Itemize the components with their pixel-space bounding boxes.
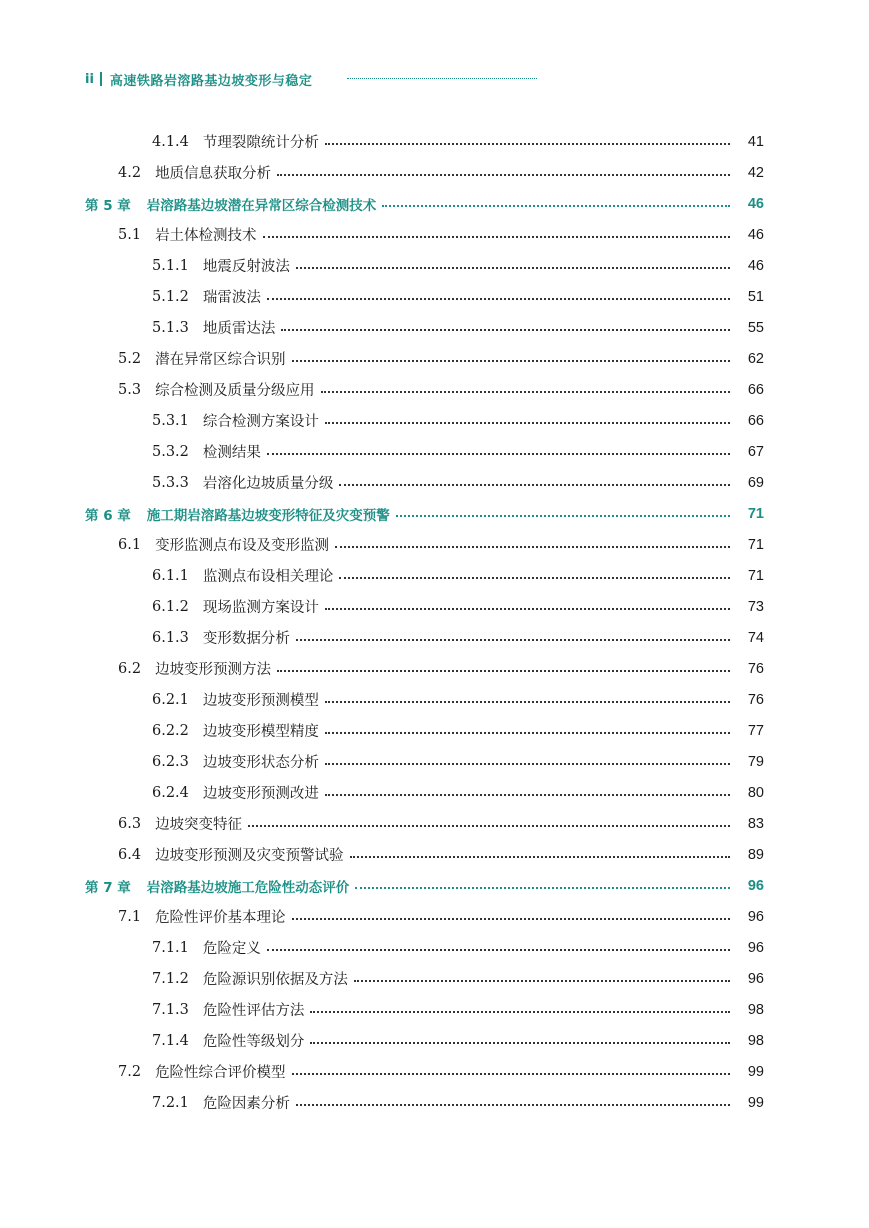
toc-entry-number: 5.3.3 (152, 474, 189, 491)
toc-entry-number: 第 6 章 (85, 507, 131, 524)
toc-chapter[interactable] (0, 870, 869, 901)
toc-entry-number: 6.2.2 (152, 722, 189, 739)
dot-leader (263, 236, 730, 238)
toc-entry-number: 7.1.1 (152, 939, 189, 956)
toc-entry-page: 96 (747, 877, 764, 894)
toc-entry[interactable] (0, 746, 869, 777)
dot-leader (339, 484, 730, 486)
toc-entry[interactable] (0, 1056, 869, 1087)
toc-entry-title: 边坡变形模型精度 (202, 724, 319, 740)
toc-entry-page: 46 (747, 257, 764, 274)
toc-entry[interactable] (0, 405, 869, 436)
toc-entry[interactable] (0, 808, 869, 839)
dot-leader (277, 174, 730, 176)
dot-leader (248, 825, 730, 827)
toc-entry-title: 综合检测及质量分级应用 (155, 383, 315, 399)
toc-chapter[interactable] (0, 188, 869, 219)
dot-leader (267, 949, 730, 951)
toc-entry-number: 4.2 (118, 164, 142, 181)
dot-leader (277, 670, 730, 672)
toc-entry-title: 边坡变形预测方法 (155, 662, 272, 678)
toc-entry-title: 危险源识别依据及方法 (202, 972, 348, 988)
toc-entry-number: 7.1.2 (152, 970, 189, 987)
toc-entry-title: 地震反射波法 (202, 259, 290, 275)
dot-leader (325, 763, 730, 765)
toc-entry-page: 96 (747, 908, 764, 925)
toc-entry-number: 5.2 (118, 350, 142, 367)
dot-leader (335, 546, 730, 548)
toc-entry-page: 42 (747, 164, 764, 181)
toc-entry-number: 第 7 章 (85, 879, 131, 896)
toc-entry-page: 79 (747, 753, 764, 770)
toc-entry-title: 危险性评价基本理论 (155, 910, 286, 926)
toc-entry[interactable] (0, 591, 869, 622)
toc-entry-page: 96 (747, 939, 764, 956)
toc-entry-number: 5.3.1 (152, 412, 189, 429)
toc-entry[interactable] (0, 901, 869, 932)
dot-leader (296, 267, 730, 269)
toc-entry-number: 6.2.1 (152, 691, 189, 708)
toc-entry-page: 62 (747, 350, 764, 367)
toc-entry-title: 节理裂隙统计分析 (202, 135, 319, 151)
toc-entry-number: 5.1.1 (152, 257, 189, 274)
toc-entry-page: 76 (747, 691, 764, 708)
toc-entry[interactable] (0, 126, 869, 157)
toc-entry[interactable] (0, 839, 869, 870)
toc-entry[interactable] (0, 560, 869, 591)
toc-entry-title: 变形数据分析 (202, 631, 290, 647)
toc-entry-title: 边坡变形状态分析 (202, 755, 319, 771)
toc-entry-number: 6.1.2 (152, 598, 189, 615)
toc-entry-number: 6.1.3 (152, 629, 189, 646)
dot-leader (396, 515, 730, 517)
toc-entry-page: 41 (747, 133, 764, 150)
toc-entry-title: 岩溶路基边坡潜在异常区综合检测技术 (146, 197, 377, 214)
dot-leader (354, 980, 730, 982)
toc-entry[interactable] (0, 653, 869, 684)
book-title: 高速铁路岩溶路基边坡变形与稳定 (109, 73, 313, 89)
toc-entry-page: 46 (747, 195, 764, 212)
toc-entry-number: 5.3 (118, 381, 142, 398)
dot-leader (339, 577, 730, 579)
toc-entry[interactable] (0, 250, 869, 281)
toc-entry-title: 岩溶路基边坡施工危险性动态评价 (146, 879, 350, 896)
dot-leader (267, 453, 730, 455)
dot-leader (325, 732, 730, 734)
toc-entry[interactable] (0, 343, 869, 374)
toc-entry-number: 7.1 (118, 908, 142, 925)
toc-entry[interactable] (0, 622, 869, 653)
toc-entry-title: 边坡变形预测模型 (202, 693, 319, 709)
dot-leader (325, 143, 730, 145)
toc-entry-title: 危险定义 (202, 941, 261, 957)
toc-entry-title: 地质雷达法 (202, 321, 276, 337)
toc-entry[interactable] (0, 715, 869, 746)
dot-leader (325, 701, 730, 703)
toc-entry-title: 综合检测方案设计 (202, 414, 319, 430)
toc-entry-page: 73 (747, 598, 764, 615)
toc-entry-page: 99 (747, 1094, 764, 1111)
toc-entry-title: 岩土体检测技术 (155, 228, 257, 244)
toc-entry[interactable] (0, 374, 869, 405)
toc-entry-title: 检测结果 (202, 445, 261, 461)
toc-entry[interactable] (0, 281, 869, 312)
toc-entry-number: 5.1 (118, 226, 142, 243)
dot-leader (310, 1042, 730, 1044)
toc-entry[interactable] (0, 529, 869, 560)
toc-entry-title: 变形监测点布设及变形监测 (155, 538, 330, 554)
toc-entry-title: 监测点布设相关理论 (202, 569, 334, 585)
toc-entry-title: 现场监测方案设计 (202, 600, 319, 616)
dot-leader (296, 1104, 730, 1106)
toc-entry-page: 98 (747, 1001, 764, 1018)
dot-leader (325, 794, 730, 796)
toc-entry-title: 潜在异常区综合识别 (155, 352, 286, 368)
toc-entry-page: 51 (747, 288, 764, 305)
toc-entry-page: 83 (747, 815, 764, 832)
dot-leader (292, 918, 730, 920)
toc-entry-title: 地质信息获取分析 (155, 166, 272, 182)
toc-entry-page: 71 (747, 505, 764, 522)
dot-leader (355, 887, 730, 889)
toc-entry[interactable] (0, 1025, 869, 1056)
toc-entry[interactable] (0, 157, 869, 188)
toc-entry-page: 96 (747, 970, 764, 987)
toc-entry[interactable] (0, 436, 869, 467)
dot-leader (267, 298, 730, 300)
toc-entry-page: 55 (747, 319, 764, 336)
toc-entry[interactable] (0, 994, 869, 1025)
toc-entry-page: 69 (747, 474, 764, 491)
toc-entry-page: 77 (747, 722, 764, 739)
toc-entry-number: 6.1 (118, 536, 142, 553)
toc-entry-number: 6.3 (118, 815, 142, 832)
toc-entry[interactable] (0, 684, 869, 715)
toc-entry-title: 边坡突变特征 (155, 817, 243, 833)
dot-leader (292, 1073, 730, 1075)
header-divider (100, 72, 102, 86)
toc-entry-number: 6.4 (118, 846, 142, 863)
toc-entry-number: 5.1.3 (152, 319, 189, 336)
toc-entry-page: 66 (747, 412, 764, 429)
dot-leader (382, 205, 730, 207)
toc-entry[interactable] (0, 467, 869, 498)
toc-entry-title: 施工期岩溶路基边坡变形特征及灾变预警 (146, 507, 390, 524)
toc-entry[interactable] (0, 963, 869, 994)
toc-entry-page: 67 (747, 443, 764, 460)
toc-entry-number: 7.2.1 (152, 1094, 189, 1111)
header-rule (347, 78, 537, 79)
running-header (85, 68, 312, 90)
toc-entry-page: 71 (747, 536, 764, 553)
toc-entry-title: 危险性综合评价模型 (155, 1065, 286, 1081)
toc-entry[interactable] (0, 1087, 869, 1118)
dot-leader (321, 391, 730, 393)
toc-entry[interactable] (0, 219, 869, 250)
toc-entry-title: 危险性评估方法 (202, 1003, 305, 1019)
toc-entry-page: 74 (747, 629, 764, 646)
toc-entry-title: 危险因素分析 (202, 1096, 290, 1112)
dot-leader (325, 608, 730, 610)
toc-entry-number: 5.1.2 (152, 288, 189, 305)
toc-entry-number: 6.1.1 (152, 567, 189, 584)
toc-entry-number: 4.1.4 (152, 133, 189, 150)
dot-leader (325, 422, 730, 424)
toc-entry-page: 98 (747, 1032, 764, 1049)
toc-entry-number: 6.2.3 (152, 753, 189, 770)
toc-entry-title: 岩溶化边坡质量分级 (202, 476, 334, 492)
toc-entry-number: 6.2.4 (152, 784, 189, 801)
toc-chapter[interactable] (0, 498, 869, 529)
toc-entry-title: 危险性等级划分 (202, 1034, 305, 1050)
dot-leader (296, 639, 730, 641)
toc-entry[interactable] (0, 312, 869, 343)
dot-leader (350, 856, 730, 858)
toc-entry-page: 99 (747, 1063, 764, 1080)
dot-leader (310, 1011, 730, 1013)
toc-entry-title: 瑞雷波法 (202, 290, 261, 306)
toc-entry-page: 71 (747, 567, 764, 584)
page-number: ii (85, 71, 94, 87)
toc-entry[interactable] (0, 777, 869, 808)
toc-entry-page: 89 (747, 846, 764, 863)
toc-entry-page: 76 (747, 660, 764, 677)
toc-entry-title: 边坡变形预测及灾变预警试验 (155, 848, 344, 864)
toc-entry-number: 7.1.4 (152, 1032, 189, 1049)
toc-entry-title: 边坡变形预测改进 (202, 786, 319, 802)
toc-entry-page: 80 (747, 784, 764, 801)
dot-leader (281, 329, 730, 331)
toc-entry-number: 5.3.2 (152, 443, 189, 460)
dot-leader (292, 360, 730, 362)
toc-entry-page: 66 (747, 381, 764, 398)
toc-entry-number: 7.1.3 (152, 1001, 189, 1018)
toc-entry-number: 6.2 (118, 660, 142, 677)
toc-entry-number: 7.2 (118, 1063, 142, 1080)
toc-entry[interactable] (0, 932, 869, 963)
toc-entry-page: 46 (747, 226, 764, 243)
toc-entry-number: 第 5 章 (85, 197, 131, 214)
